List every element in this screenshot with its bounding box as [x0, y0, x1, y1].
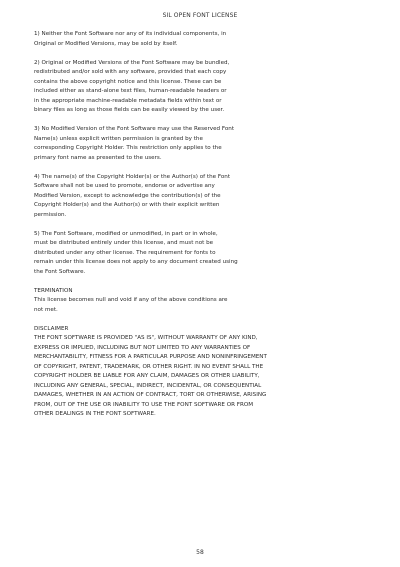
- running-header: SIL OPEN FONT LICENSE: [162, 12, 238, 19]
- text-line: This license becomes null and void if any of the above conditions are: [34, 297, 228, 303]
- text-line: OTHER DEALINGS IN THE FONT SOFTWARE.: [34, 411, 156, 417]
- paragraph-condition-3: [34, 125, 370, 163]
- text-line: redistributed and/or sold with any software, provided that each copy: [34, 69, 227, 75]
- paragraph-disclaimer: [34, 325, 370, 420]
- text-line: distributed under any other license. The requirement for fonts to: [34, 249, 216, 256]
- paragraph-condition-4: [34, 173, 370, 221]
- text-line: remain under this license does not apply to any document created using: [34, 259, 238, 265]
- text-line: must be distributed entirely under this license, and must not be: [34, 240, 214, 246]
- text-line: included either as stand-alone text files, human-readable headers or: [34, 88, 227, 94]
- text-line: INCLUDING ANY GENERAL, SPECIAL, INDIRECT, INCIDENTAL, OR CONSEQUENTIAL: [34, 382, 262, 389]
- text-line: FROM, OUT OF THE USE OR INABILITY TO USE THE FONT SOFTWARE OR FROM: [34, 401, 254, 408]
- license-body: [34, 30, 370, 429]
- text-line: primary font name as presented to the users.: [34, 154, 162, 161]
- text-line: in the appropriate machine-readable metadata fields within text or: [34, 97, 222, 104]
- text-line: Software shall not be used to promote, endorse or advertise any: [34, 183, 215, 189]
- text-line: Original or Modified Versions, may be sold by itself.: [34, 40, 178, 47]
- text-line: Modified Version, except to acknowledge the contribution(s) of the: [34, 192, 221, 199]
- text-line: 1) Neither the Font Software nor any of its individual components, in: [34, 31, 227, 37]
- paragraph-condition-5: [34, 230, 370, 278]
- text-line: EXPRESS OR IMPLIED, INCLUDING BUT NOT LIMITED TO ANY WARRANTIES OF: [34, 344, 251, 351]
- page-number: 58: [196, 549, 204, 556]
- text-line: contains the above copyright notice and this license. These can be: [34, 78, 222, 85]
- text-line: MERCHANTABILITY, FITNESS FOR A PARTICULAR PURPOSE AND NONINFRINGEMENT: [34, 354, 267, 360]
- section-heading: DISCLAIMER: [34, 325, 69, 332]
- text-line: corresponding Copyright Holder. This restriction only applies to the: [34, 145, 222, 151]
- text-line: Name(s) unless explicit written permission is granted by the: [34, 135, 203, 142]
- text-line: DAMAGES, WHETHER IN AN ACTION OF CONTRACT, TORT OR OTHERWISE, ARISING: [34, 392, 267, 398]
- text-line: the Font Software.: [34, 268, 86, 275]
- paragraph-termination: [34, 287, 370, 316]
- text-line: permission.: [34, 211, 67, 218]
- paragraph-condition-2: [34, 59, 370, 116]
- text-line: Copyright Holder(s) and the Author(s) or with their explicit written: [34, 202, 220, 208]
- text-line: 2) Original or Modified Versions of the Font Software may be bundled,: [34, 59, 230, 66]
- text-line: COPYRIGHT HOLDER BE LIABLE FOR ANY CLAIM, DAMAGES OR OTHER LIABILITY,: [34, 373, 260, 379]
- text-line: 5) The Font Software, modified or unmodified, in part or in whole,: [34, 230, 218, 237]
- text-line: THE FONT SOFTWARE IS PROVIDED "AS IS", WITHOUT WARRANTY OF ANY KIND,: [34, 335, 258, 341]
- text-line: 3) No Modified Version of the Font Software may use the Reserved Font: [34, 126, 235, 132]
- section-heading: TERMINATION: [34, 287, 73, 294]
- text-line: 4) The name(s) of the Copyright Holder(s) or the Author(s) of the Font: [34, 173, 231, 180]
- paragraph-condition-1: [34, 30, 370, 49]
- text-line: not met.: [34, 306, 58, 313]
- text-line: OF COPYRIGHT, PATENT, TRADEMARK, OR OTHER RIGHT. IN NO EVENT SHALL THE: [34, 363, 264, 370]
- text-line: binary files as long as those fields can be easily viewed by the user.: [34, 107, 225, 113]
